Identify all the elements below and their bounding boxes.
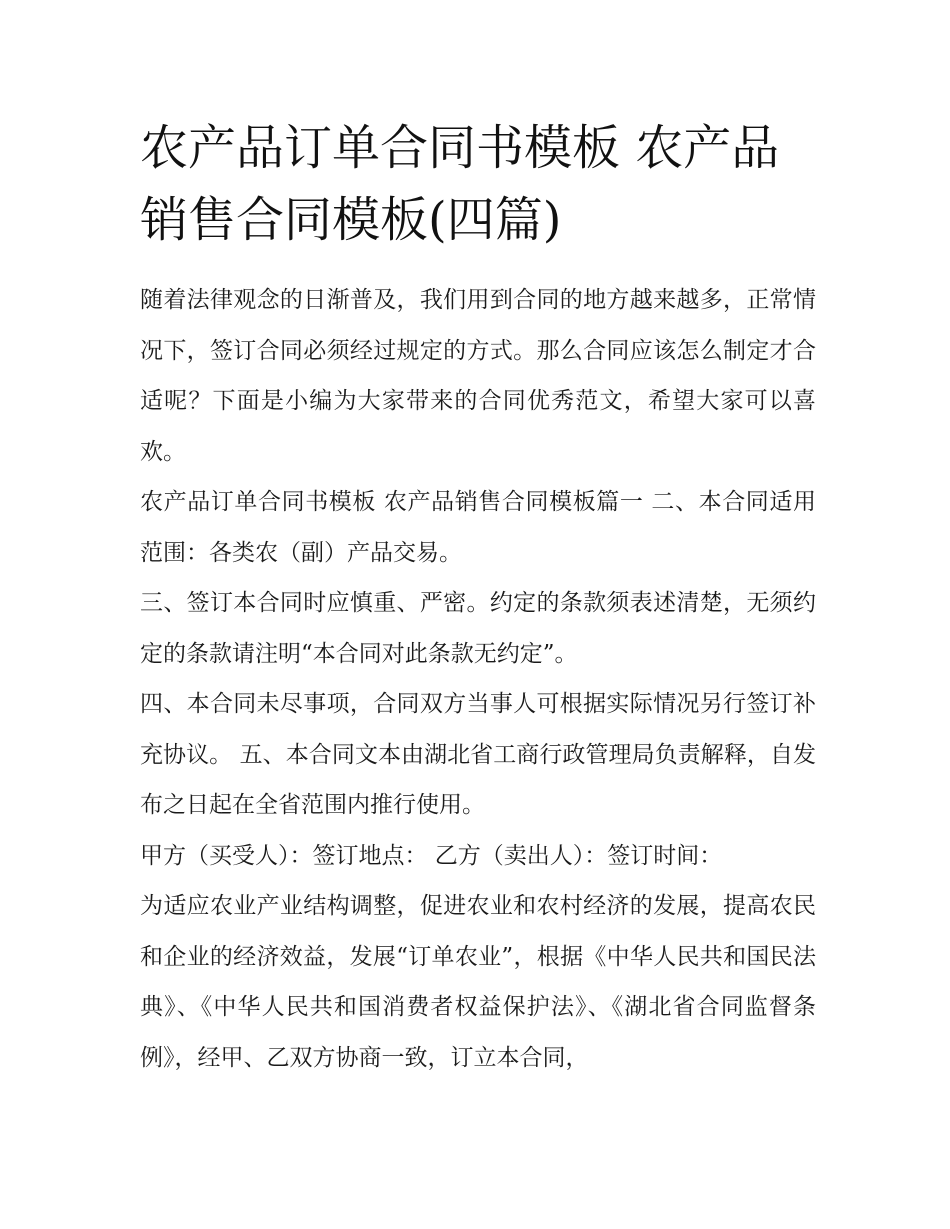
paragraph-intro: 随着法律观念的日渐普及，我们用到合同的地方越来越多，正常情况下，签订合同必须经过规定的方式。那么合同应该怎么制定才合适呢？下面是小编为大家带来的合同优秀范文，希望大家可以喜欢。 (140, 287, 816, 465)
paragraph-parties: 甲方（买受人）：签订地点： 乙方（卖出人）：签订时间： (140, 842, 723, 869)
paragraph-scope: 农产品订单合同书模板 农产品销售合同模板篇一 二、本合同适用范围：各类农（副）产品交易。 (140, 489, 816, 566)
paragraph-clause-4-5: 四、本合同未尽事项，合同双方当事人可根据实际情况另行签订补充协议。 五、本合同文本由湖北省工商行政管理局负责解释，自发布之日起在全省范围内推行使用。 (140, 691, 816, 818)
paragraph-preamble: 为适应农业产业结构调整，促进农业和农村经济的发展，提高农民和企业的经济效益，发展“订单农业”，根据《中华人民共和国民法典》、《中华人民共和国消费者权益保护法》、《湖北省合同监督条例》，经甲、乙双方协商一致，订立本合同， (140, 893, 816, 1071)
document-body (140, 275, 816, 1083)
paragraph-clause-3: 三、签订本合同时应慎重、严密。约定的条款须表述清楚，无须约定的条款请注明“本合同对此条款无约定”。 (140, 590, 816, 667)
document-title: 农产品订单合同书模板 农产品销售合同模板(四篇) (140, 120, 780, 248)
